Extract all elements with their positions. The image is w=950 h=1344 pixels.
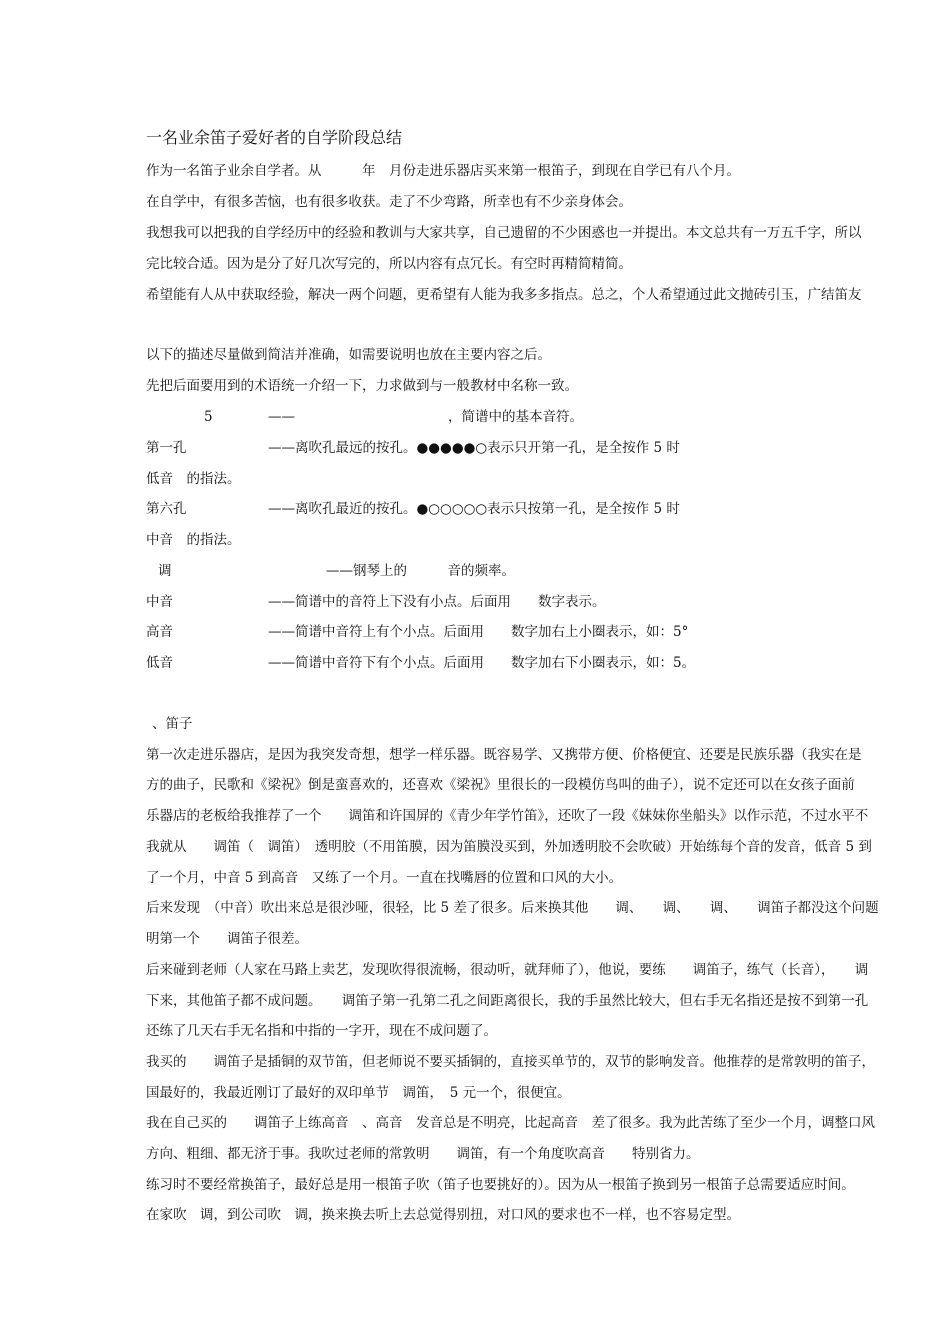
term-label: 中音 — [146, 594, 173, 610]
intro-line: 在自学中，有很多苦恼，也有很多收获。走了不少弯路，所幸也有不少亲身体会。 — [146, 194, 632, 210]
body-line: 方的曲子，民歌和《梁祝》倒是蛮喜欢的，还喜欢《梁祝》里很长的一段模仿鸟叫的曲子），说不定还可以在女孩子面前 — [146, 777, 855, 793]
body-line: 我买的 调笛子是插铜的双节笛，但老师说不要买插铜的，直接买单节的，双节的影响发音。他推荐的是常敦明的笛子， — [146, 1054, 875, 1070]
body-line: 乐器店的老板给我推荐了一个 调笛和许国屏的《青少年学竹笛》，还吹了一段《妹妹你坐船头》以作示范，不过水平不 — [146, 808, 869, 824]
term-desc: ——简谱中音符下有个小点。后面用 数字加右下小圈表示，如：5。 — [268, 655, 696, 671]
body-line: 方向、粗细、都无济于事。我吹过老师的常敦明 调笛，有一个角度吹高音 特别省力。 — [146, 1146, 700, 1162]
body-line: 我在自己买的 调笛子上练高音 、高音 发音总是不明亮，比起高音 差了很多。我为此苦练了至少一个月，调整口风 — [146, 1115, 875, 1131]
intro-line: 完比较合适。因为是分了好几次写完的，所以内容有点冗长。有空时再精简精简。 — [146, 256, 632, 272]
term-label: 调 — [158, 563, 172, 579]
term-desc: —— — [268, 409, 295, 425]
document-page — [146, 0, 950, 1344]
document-title: 一名业余笛子爱好者的自学阶段总结 — [146, 128, 403, 147]
body-line: 下来，其他笛子都不成问题。 调笛子第一孔第二孔之间距离很长，我的手虽然比较大，但右手无名指还是按不到第一孔 — [146, 993, 869, 1009]
body-line: 了一个月，中音 5 到高音 又练了一个月。一直在找嘴唇的位置和口风的大小。 — [146, 870, 623, 886]
term-desc: ——离吹孔最远的按孔。●●●●●○表示只开第一孔，是全按作 5 时 — [268, 440, 680, 456]
intro-line: 希望能有人从中获取经验，解决一两个问题，更希望有人能为我多多指点。总之，个人希望通过此文抛砖引玉，广结笛友 — [146, 287, 862, 303]
section-heading: 、笛子 — [152, 716, 193, 732]
intro-line: 我想我可以把我的自学经历中的经验和教训与大家共享，自己遗留的不少困惑也一并提出。本文总共有一万五千字，所以 — [146, 225, 862, 241]
term-label: 高音 — [146, 624, 173, 640]
terms-intro-line: 以下的描述尽量做到简洁并准确，如需要说明也放在主要内容之后。 — [146, 347, 551, 363]
body-line: 后来碰到老师（人家在马路上卖艺，发现吹得很流畅，很动听，就拜师了），他说，要练 调笛子，练气（长音）， 调 — [146, 962, 869, 978]
terms-intro-line: 先把后面要用到的术语统一介绍一下，力求做到与一般教材中名称一致。 — [146, 378, 578, 394]
body-line: 在家吹 调，到公司吹 调，换来换去听上去总觉得别扭，对口风的要求也不一样，也不容易定型。 — [146, 1207, 740, 1223]
term-label: 5 — [204, 409, 213, 425]
term-label: 第一孔 — [146, 440, 187, 456]
term-desc: ——简谱中的音符上下没有小点。后面用 数字表示。 — [268, 594, 606, 610]
term-label: 中音 的指法。 — [146, 532, 241, 548]
body-line: 第一次走进乐器店，是因为我突发奇想，想学一样乐器。既容易学、又携带方便、价格便宜、还要是民族乐器（我实在是 — [146, 747, 862, 763]
term-desc: ——简谱中音符上有个小点。后面用 数字加右上小圈表示，如：5° — [268, 624, 689, 640]
body-line: 还练了几天右手无名指和中指的一字开，现在不成问题了。 — [146, 1023, 497, 1039]
intro-line: 作为一名笛子业余自学者。从 年 月份走进乐器店买来第一根笛子，到现在自学已有八个月。 — [146, 163, 740, 179]
body-line: 练习时不要经常换笛子，最好总是用一根笛子吹（笛子也要挑好的）。因为从一根笛子换到另一根笛子总需要适应时间。 — [146, 1177, 855, 1193]
term-desc: ，简谱中的基本音符。 — [448, 409, 583, 425]
body-line: 明第一个 调笛子很差。 — [146, 931, 308, 947]
body-line: 国最好的，我最近刚订了最好的双印单节 调笛， 5 元一个，很便宜。 — [146, 1085, 571, 1101]
body-line: 后来发现 （中音）吹出来总是很沙哑，很轻，比 5 差了很多。后来换其他 调、 调、 调、 调笛子都没这个问题 — [146, 900, 879, 916]
term-desc: ——离吹孔最近的按孔。●○○○○○表示只按第一孔，是全按作 5 时 — [268, 501, 680, 517]
term-label: 低音 的指法。 — [146, 471, 241, 487]
term-desc: ——钢琴上的 音的频率。 — [326, 563, 515, 579]
body-line: 我就从 调笛（ 调笛） 透明胶（不用笛膜，因为笛膜没买到，外加透明胶不会吹破）开始练每个音的发音，低音 5 到 — [146, 839, 872, 855]
term-label: 低音 — [146, 655, 173, 671]
term-label: 第六孔 — [146, 501, 187, 517]
